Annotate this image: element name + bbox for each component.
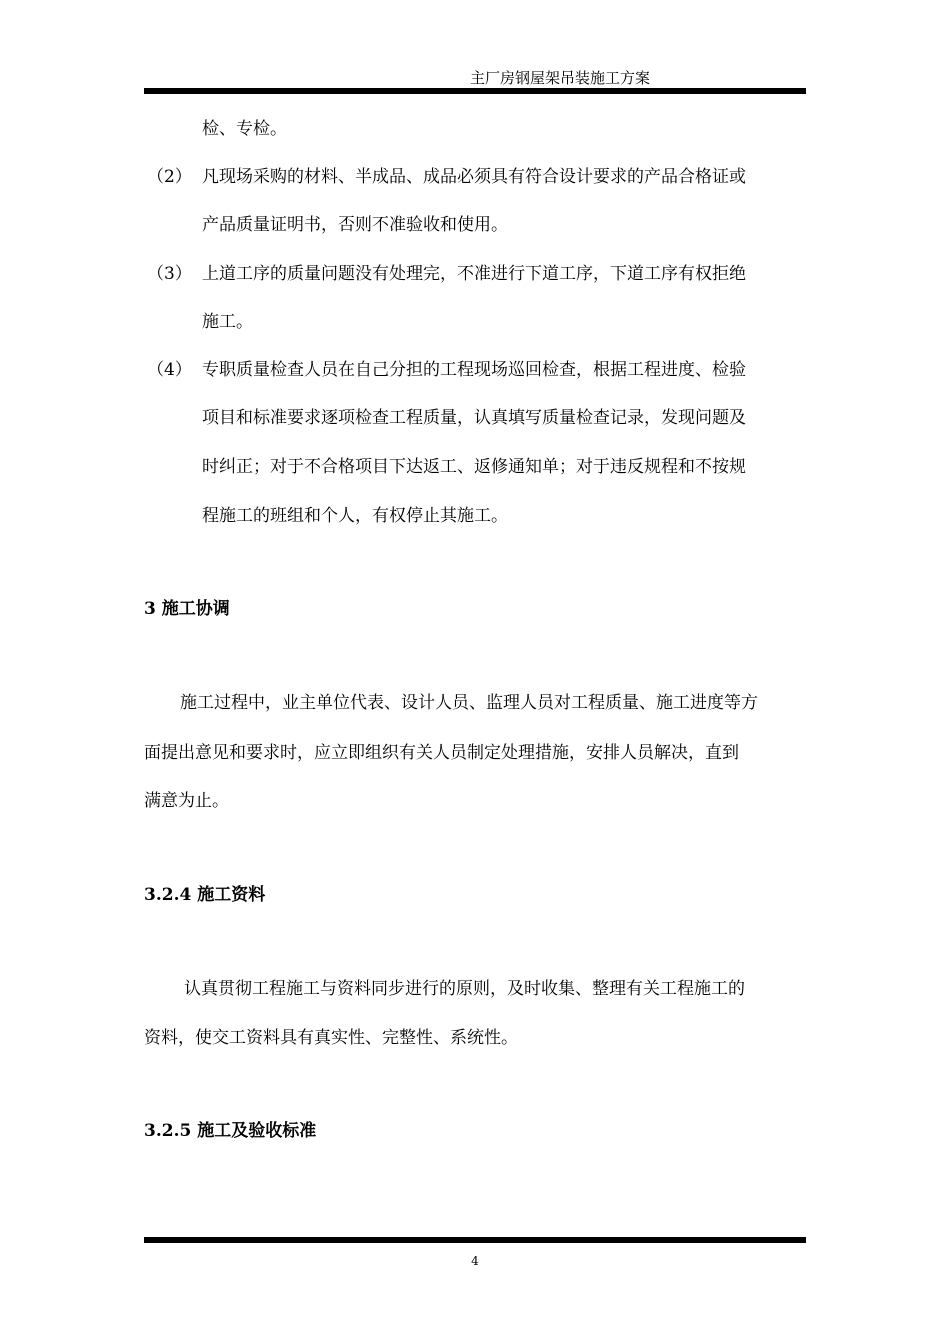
item-2-number: （2） <box>147 167 192 187</box>
section-heading-3-2-4: 3.2.4 施工资料 <box>144 885 266 905</box>
item-4-line-3: 时纠正；对于不合格项目下达返工、返修通知单；对于违反规程和不按规 <box>202 457 746 477</box>
section-3-paragraph-line-2: 面提出意见和要求时，应立即组织有关人员制定处理措施，安排人员解决，直到 <box>144 743 739 763</box>
section-heading-3-2-5: 3.2.5 施工及验收标准 <box>144 1121 317 1141</box>
item-3-number: （3） <box>147 264 192 284</box>
item-3-line-2: 施工。 <box>202 312 253 332</box>
section-3-paragraph-line-1: 施工过程中，业主单位代表、设计人员、监理人员对工程质量、施工进度等方 <box>180 693 758 713</box>
footer-rule <box>144 1237 806 1243</box>
item-1-continuation: 检、专检。 <box>202 119 287 139</box>
section-3-2-4-paragraph-line-1: 认真贯彻工程施工与资料同步进行的原则，及时收集、整理有关工程施工的 <box>184 979 745 999</box>
page-number: 4 <box>471 1254 479 1268</box>
item-4-line-1: 专职质量检查人员在自己分担的工程现场巡回检查，根据工程进度、检验 <box>202 360 746 380</box>
item-4-line-2: 项目和标准要求逐项检查工程质量，认真填写质量检查记录，发现问题及 <box>202 408 746 428</box>
section-heading-3: 3 施工协调 <box>144 599 230 619</box>
section-3-paragraph-line-3: 满意为止。 <box>144 791 229 811</box>
item-4-line-4: 程施工的班组和个人，有权停止其施工。 <box>202 506 508 526</box>
item-4-number: （4） <box>147 360 192 380</box>
section-3-2-4-paragraph-line-2: 资料，使交工资料具有真实性、完整性、系统性。 <box>144 1028 518 1048</box>
item-2-line-2: 产品质量证明书，否则不准验收和使用。 <box>202 215 508 235</box>
header-rule <box>144 88 806 94</box>
item-3-line-1: 上道工序的质量问题没有处理完，不准进行下道工序，下道工序有权拒绝 <box>202 264 746 284</box>
item-2-line-1: 凡现场采购的材料、半成品、成品必须具有符合设计要求的产品合格证或 <box>202 167 746 187</box>
header-title: 主厂房钢屋架吊装施工方案 <box>470 69 651 87</box>
